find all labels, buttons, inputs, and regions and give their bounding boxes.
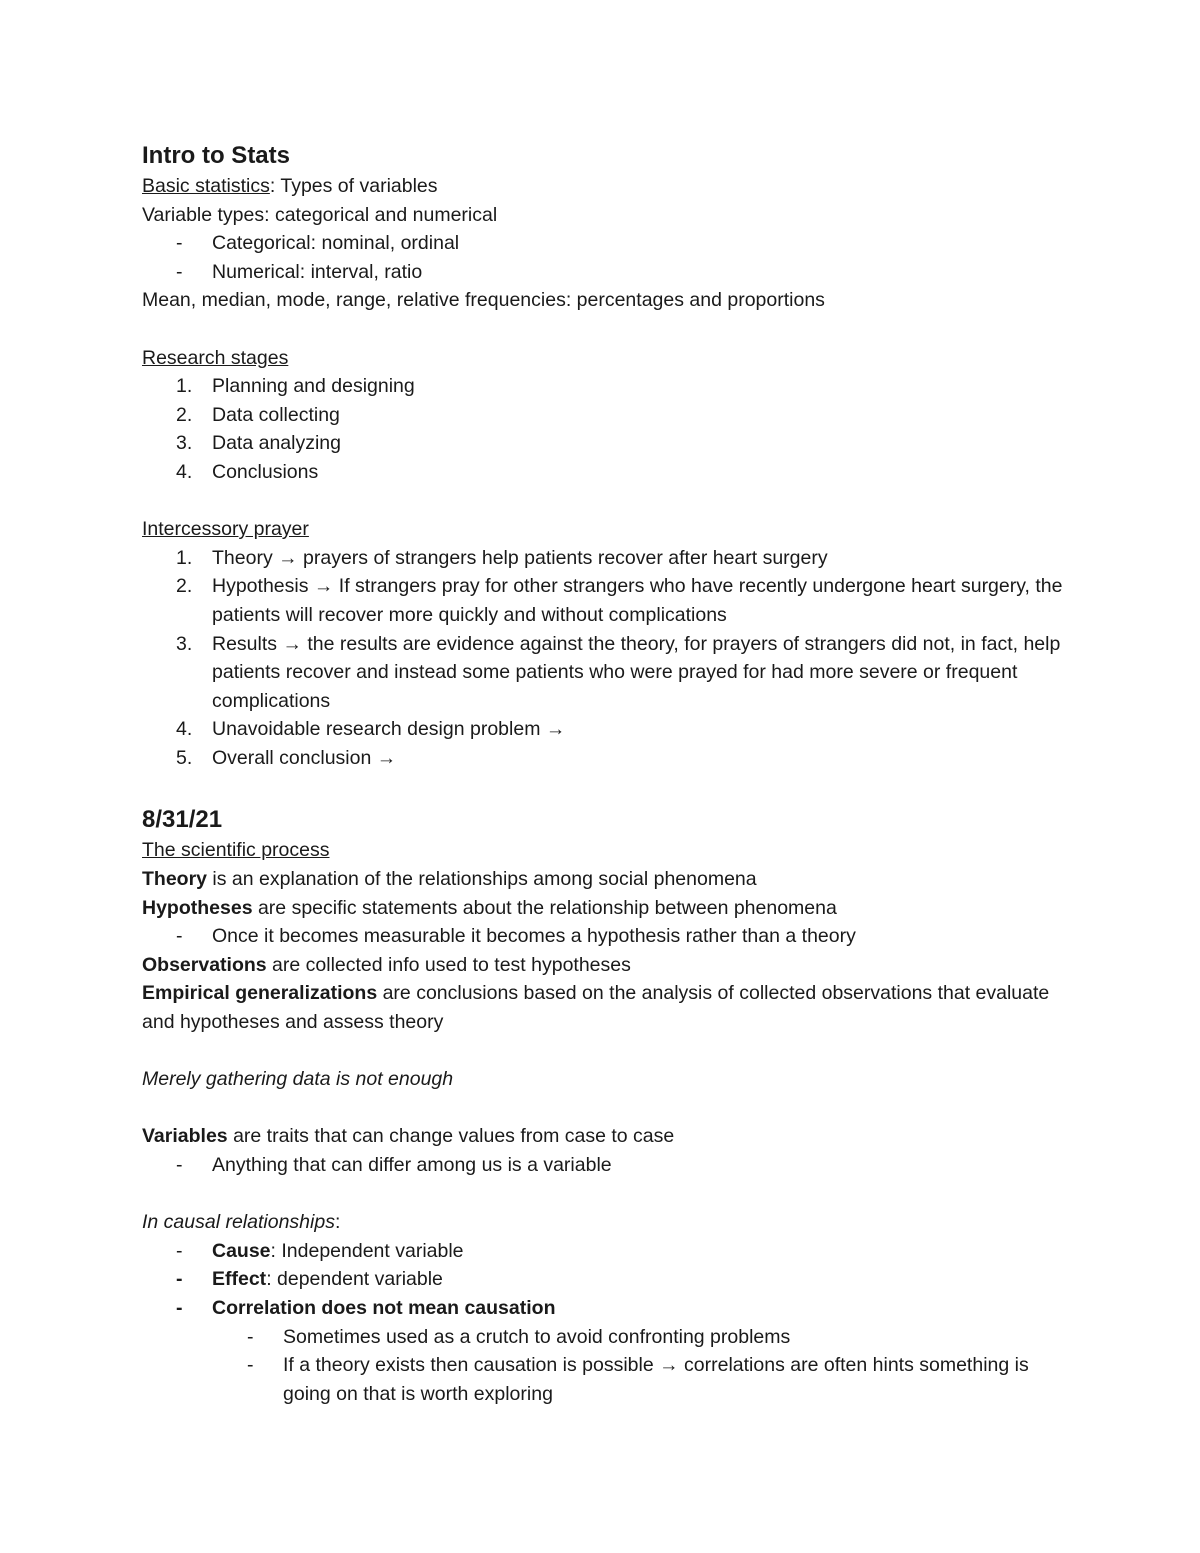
measures-line: Mean, median, mode, range, relative frequencies: percentages and proportions — [142, 289, 825, 312]
list-item: - Cause: Independent variable — [142, 1237, 1072, 1266]
list-item: 4. Unavoidable research design problem → — [142, 715, 1072, 744]
dash-marker: - — [176, 260, 183, 283]
variables-line: Variables are traits that can change values from case to case — [142, 1125, 675, 1148]
observations-line: Observations are collected info used to test hypotheses — [142, 953, 631, 976]
section-title-date: 8/31/21 — [142, 806, 223, 834]
theory-term: Theory — [142, 868, 208, 891]
list-item: 1. Planning and designing — [142, 372, 1072, 401]
dash-marker: - — [247, 1325, 254, 1348]
intercessory-prayer-heading: Intercessory prayer — [142, 518, 309, 541]
list-item — [142, 1294, 1072, 1323]
number-marker: 4. — [176, 460, 193, 483]
list-item: - If a theory exists then causation is possible → correlations are often hints something is going on that is worth exploring — [142, 1351, 1072, 1408]
research-stages-heading: Research stages — [142, 346, 289, 369]
dash-marker: - — [176, 1268, 183, 1291]
effect-term: Effect — [212, 1268, 267, 1291]
document-page — [142, 140, 1072, 1408]
list-item: - Anything that can differ among us is a variable — [142, 1151, 1072, 1180]
variables-term: Variables — [142, 1125, 228, 1148]
dash-marker: - — [176, 1154, 183, 1176]
list-item: 3. Results → the results are evidence against the theory, for prayers of strangers did not, in fact, help patients recover and instead some patients who were prayed for had more severe or frequent complications — [142, 630, 1072, 716]
list-item: 5. Overall conclusion → — [142, 744, 1072, 773]
variable-types-line: Variable types: categorical and numerical — [142, 203, 498, 226]
list-item — [142, 229, 1072, 258]
merely-line: Merely gathering data is not enough — [142, 1068, 454, 1091]
basic-statistics-line — [142, 172, 1072, 201]
scientific-process-heading: The scientific process — [142, 839, 330, 862]
empirical-term: Empirical generalizations — [142, 982, 378, 1005]
number-marker: 2. — [176, 403, 193, 426]
number-marker: 3. — [176, 432, 193, 455]
list-item: 2. Hypothesis → If strangers pray for other strangers who have recently undergone heart surgery, the patients will recover more quickly and without complications — [142, 572, 1072, 629]
list-item: 1. Theory → prayers of strangers help patients recover after heart surgery — [142, 544, 1072, 573]
number-marker: 4. — [176, 718, 193, 741]
list-item: - Once it becomes measurable it becomes a hypothesis rather than a theory — [142, 922, 1072, 951]
section-title-intro: Intro to Stats — [142, 142, 290, 169]
dash-marker: - — [176, 1239, 183, 1262]
number-marker: 1. — [176, 375, 193, 398]
dash-marker: - — [176, 925, 183, 948]
empirical-line: Empirical generalizations are conclusions based on the analysis of collected observations that evaluate and hypotheses and assess theory — [142, 982, 1050, 1034]
observations-term: Observations — [142, 953, 267, 976]
dash-marker: - — [247, 1354, 254, 1377]
list-item: 2. Data collecting — [142, 401, 1072, 430]
list-item — [142, 258, 1072, 287]
dash-marker: - — [176, 232, 183, 255]
number-marker: 2. — [176, 575, 193, 598]
number-marker: 1. — [176, 546, 193, 569]
list-item: - Sometimes used as a crutch to avoid confronting problems — [142, 1323, 1072, 1352]
list-item: 4. Conclusions — [142, 458, 1072, 487]
correlation-text: Correlation does not mean causation — [212, 1296, 556, 1319]
hypotheses-term: Hypotheses — [142, 896, 253, 919]
basic-statistics-rest: : Types of variables — [269, 175, 438, 197]
number-marker: 3. — [176, 632, 193, 655]
causal-line: In causal relationships: — [142, 1211, 341, 1234]
dash-marker: - — [176, 1296, 183, 1319]
bullet-text: Numerical: interval, ratio — [212, 260, 423, 283]
number-marker: 5. — [176, 746, 193, 769]
hypotheses-line: Hypotheses are specific statements about the relationship between phenomena — [142, 896, 837, 919]
list-item: - Effect: dependent variable — [142, 1265, 1072, 1294]
causal-label: In causal relationships — [142, 1211, 335, 1234]
list-item: 3. Data analyzing — [142, 429, 1072, 458]
cause-term: Cause — [212, 1239, 271, 1262]
bullet-text: Categorical: nominal, ordinal — [212, 232, 460, 255]
basic-statistics-label: Basic statistics — [142, 175, 270, 197]
theory-line: Theory is an explanation of the relationships among social phenomena — [142, 868, 757, 891]
